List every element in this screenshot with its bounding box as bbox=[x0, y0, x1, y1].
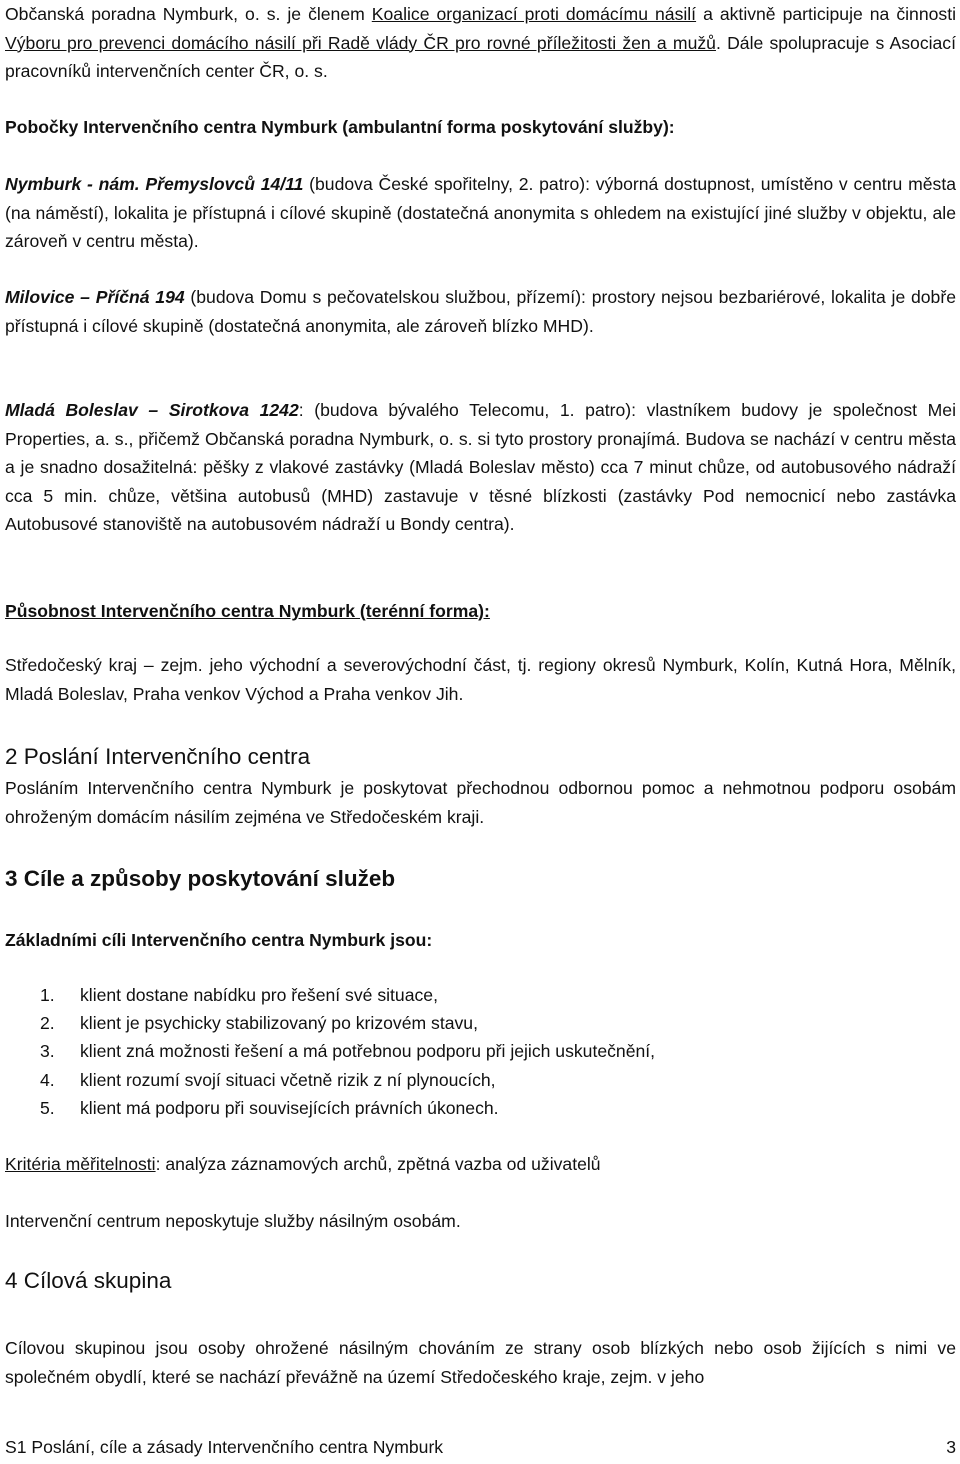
list-item bbox=[5, 981, 956, 1009]
list-text: klient má podporu při souvisejících právních úkonech. bbox=[80, 1097, 499, 1118]
branch-mlada-boleslav-text: : (budova bývalého Telecomu, 1. patro): vlastníkem budovy je společnost Mei Properties, a. s., přičemž Občanská poradna Nymburk, o. s. si tyto prostory pronajímá. Budova se nachází v centru města a je snadno dosažitelná: pěšky z vlakové zastávky (Mladá Boleslav město) cca 7 minut chůze, od autobusového nádraží cca 5 min. chůze, většina autobusů (MHD) zastavuje v těsné blízkosti (zastávky Pod nemocnicí nebo zastávka Autobusové stanoviště na autobusovém nádraží u Bondy centra). bbox=[5, 400, 956, 534]
coalition-link[interactable]: Koalice organizací proti domácímu násilí bbox=[371, 4, 697, 24]
branches-heading: Pobočky Intervenčního centra Nymburk (ambulantní forma poskytování služby): bbox=[5, 117, 675, 137]
page-number: 3 bbox=[946, 1437, 956, 1457]
goals-list bbox=[5, 981, 956, 1122]
section-2-text: Posláním Intervenčního centra Nymburk je poskytovat přechodnou odbornou pomoc a nehmotnou podporu osobám ohroženým domácím násilím zejména ve Středočeském kraji. bbox=[5, 778, 956, 827]
intro-text: a aktivně participuje na činnosti bbox=[696, 4, 956, 24]
branch-milovice bbox=[5, 283, 956, 340]
branch-nymburk-text: (budova České spořitelny, 2. patro): výborná dostupnost, umístěno v centru města (na náměstí), lokalita je přístupná i cílové skupině (dostatečná anonymita s ohledem na existující jiné služby v objektu, ale zároveň v centru města). bbox=[5, 174, 956, 251]
list-item bbox=[5, 1066, 956, 1094]
list-text: klient rozumí svojí situaci včetně rizik z ní plynoucích, bbox=[80, 1069, 496, 1090]
page-footer bbox=[5, 1433, 956, 1461]
list-item bbox=[5, 1094, 956, 1122]
scope-heading: Působnost Intervenčního centra Nymburk (terénní forma): bbox=[5, 601, 490, 621]
list-item bbox=[5, 1037, 956, 1065]
list-text: klient dostane nabídku pro řešení své situace, bbox=[80, 985, 438, 1005]
list-number: 5. bbox=[40, 1097, 55, 1118]
goals-subheading: Základními cíli Intervenčního centra Nymburk jsou: bbox=[5, 930, 433, 950]
criteria-text: : analýza záznamových archů, zpětná vazba od uživatelů bbox=[155, 1154, 601, 1174]
list-number: 2. bbox=[40, 1013, 55, 1034]
no-violent-persons-note: Intervenční centrum neposkytuje služby násilným osobám. bbox=[5, 1211, 461, 1231]
intro-text: Občanská poradna Nymburk, o. s. je členem bbox=[5, 4, 372, 24]
branch-mlada-boleslav bbox=[5, 396, 956, 539]
footer-title: S1 Poslání, cíle a zásady Intervenčního centra Nymburk bbox=[5, 1437, 444, 1457]
branch-nymburk-street: Přemyslovců 14/11 bbox=[145, 174, 304, 194]
scope-text: Středočeský kraj – zejm. jeho východní a severovýchodní část, tj. regiony okresů Nymburk, Kolín, Kutná Hora, Mělník, Mladá Boleslav, Praha venkov Východ a Praha venkov Jih. bbox=[5, 655, 956, 704]
criteria-link[interactable]: Kritéria měřitelnosti bbox=[5, 1154, 156, 1174]
section-4-heading: 4 Cílová skupina bbox=[5, 1268, 172, 1293]
list-number: 3. bbox=[40, 1041, 55, 1062]
intro-text: . Dále spolupracuje s Asociací pracovníků intervenčních center ČR, o. s. bbox=[5, 32, 956, 81]
criteria-line bbox=[5, 1150, 956, 1178]
list-number: 1. bbox=[40, 985, 55, 1005]
committee-link[interactable]: Výboru pro prevenci domácího násilí při Radě vlády ČR pro rovné příležitosti žen a mužů bbox=[5, 32, 716, 53]
list-text: klient je psychicky stabilizovaný po krizovém stavu, bbox=[80, 1013, 478, 1034]
branch-nymburk-place: Nymburk - nám. bbox=[5, 174, 146, 194]
branch-milovice-text: (budova Domu s pečovatelskou službou, přízemí): prostory nejsou bezbariérové, lokalita je dobře přístupná i cílové skupině (dostatečná anonymita, ale zároveň blízko MHD). bbox=[5, 287, 956, 336]
intro-paragraph bbox=[5, 0, 956, 86]
branch-nymburk bbox=[5, 170, 956, 256]
list-item bbox=[5, 1009, 956, 1037]
section-2-heading: 2 Poslání Intervenčního centra bbox=[5, 744, 311, 769]
section-3-heading: 3 Cíle a způsoby poskytování služeb bbox=[5, 866, 396, 891]
list-text: klient zná možnosti řešení a má potřebnou podporu při jejich uskutečnění, bbox=[80, 1041, 656, 1062]
section-4-text: Cílovou skupinou jsou osoby ohrožené násilným chováním ze strany osob blízkých nebo osob žijících s nimi ve společném obydlí, které se nachází převážně na území Středočeského kraje, zejm. v jeho bbox=[5, 1338, 956, 1387]
branch-mlada-boleslav-place: Mladá Boleslav – Sirotkova 1242 bbox=[5, 400, 299, 420]
list-number: 4. bbox=[40, 1069, 55, 1090]
branch-milovice-place: Milovice – Příčná 194 bbox=[5, 287, 185, 307]
